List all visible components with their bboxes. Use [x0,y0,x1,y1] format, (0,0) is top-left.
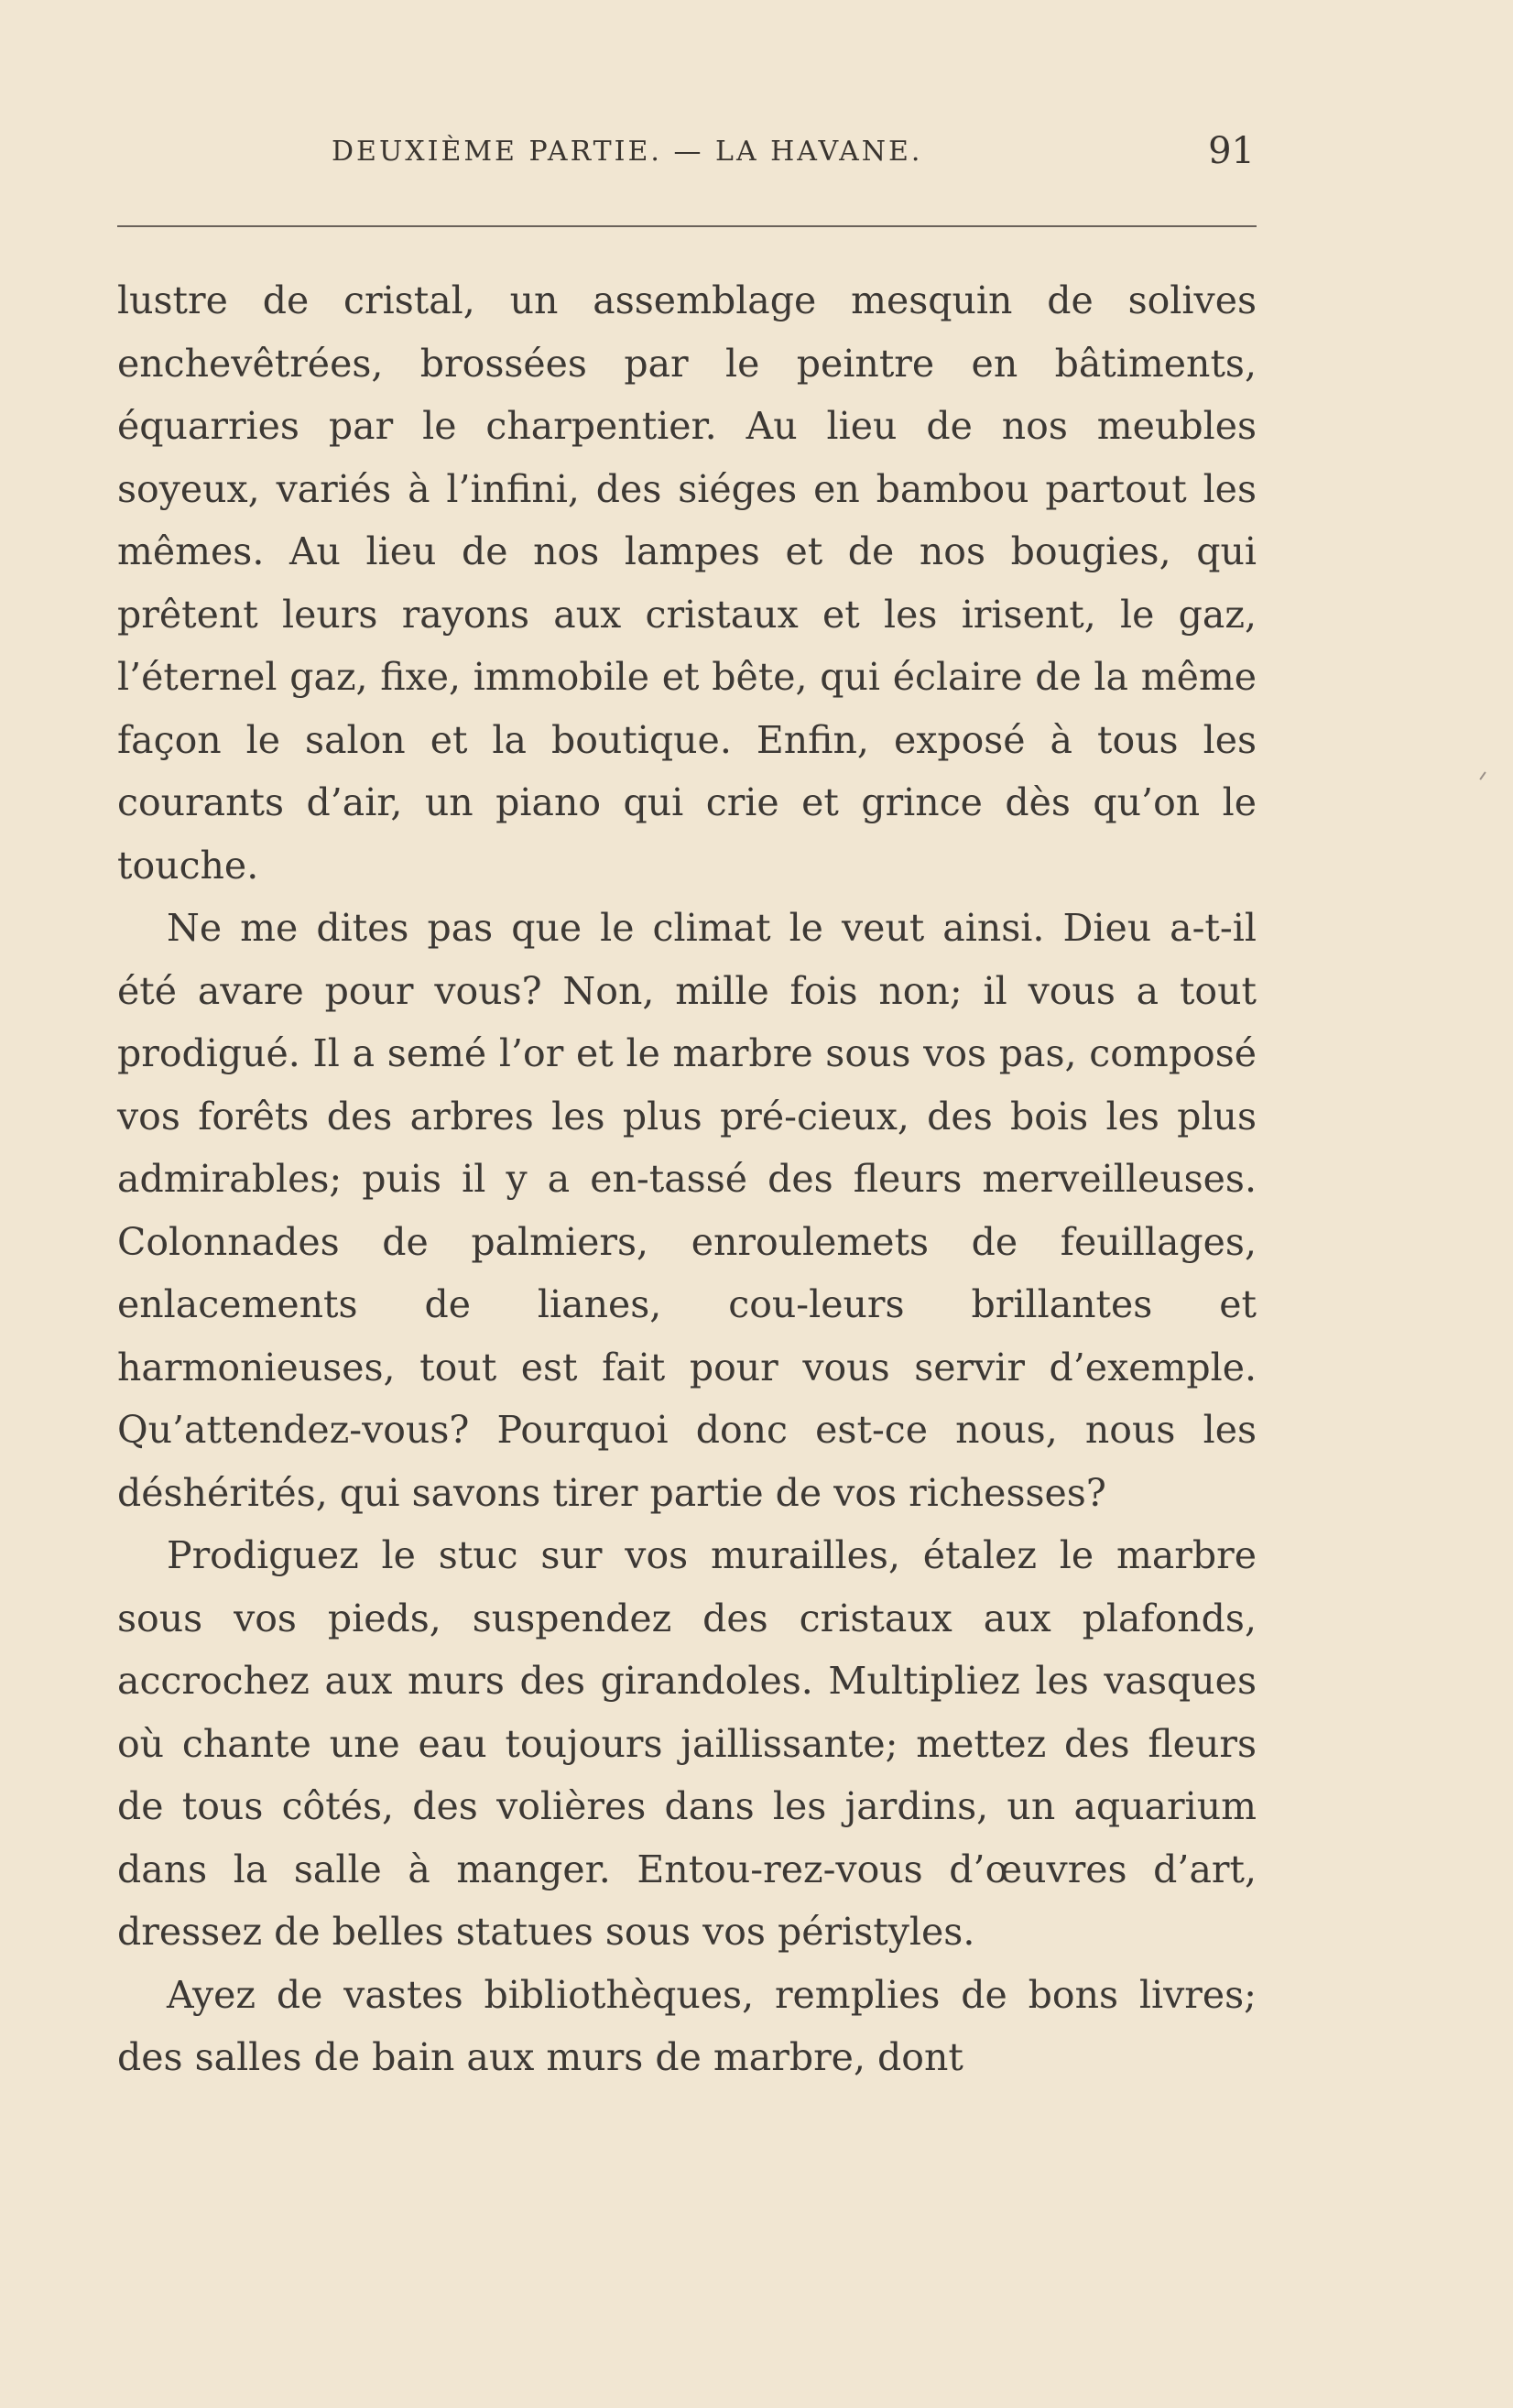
paragraph-4: Ayez de vastes bibliothèques, remplies de bons livres; des salles de bain aux murs de marbre, dont [117,1972,1257,2079]
paragraph-2: Ne me dites pas que le climat le veut ainsi. Dieu a-t-il été avare pour vous? Non, mille fois non; il vous a tout prodigué. Il a semé l’or et le marbre sous vos pas, composé vos forêts des arbres les plus pré-cieux, des bois les plus admirables; puis il y a en-tassé des fleurs merveilleuses. Colonnades de palmiers, enroulemets de feuillages, enlacements de lianes, cou-leurs brillantes et harmonieuses, tout est fait pour vous servir d’exemple. Qu’attendez-vous? Pourquoi donc est-ce nous, nous les déshérités, qui savons tirer partie de vos richesses? [117,906,1257,1515]
paragraph-3: Prodiguez le stuc sur vos murailles, étalez le marbre sous vos pieds, suspendez des cristaux aux plafonds, accrochez aux murs des girandoles. Multipliez les vasques où chante une eau toujours jaillissante; mettez des fleurs de tous côtés, des volières dans les jardins, un aquarium dans la salle à manger. Entou-rez-vous d’œuvres d’art, dressez de belles statues sous vos péristyles. [117,1533,1257,1954]
running-head: DEUXIÈME PARTIE. — LA HAVANE. [332,136,923,168]
page-number: 91 [1208,130,1255,172]
paragraph-1: lustre de cristal, un assemblage mesquin de solives enchevêtrées, brossées par le peintre en bâtiments, équarries par le charpentier. Au lieu de nos meubles soyeux, variés à l’infini, des siéges en bambou partout les mêmes. Au lieu de nos lampes et de nos bougies, qui prêtent leurs rayons aux cristaux et les irisent, le gaz, l’éternel gaz, fixe, immobile et bête, qui éclaire de la même façon le salon et la boutique. Enfin, exposé à tous les courants d’air, un piano qui crie et grince dès qu’on le touche. [117,278,1257,888]
paper-speck [1479,771,1486,779]
page-header [119,130,1255,191]
header-rule [117,225,1257,227]
body-text [117,269,1257,2089]
